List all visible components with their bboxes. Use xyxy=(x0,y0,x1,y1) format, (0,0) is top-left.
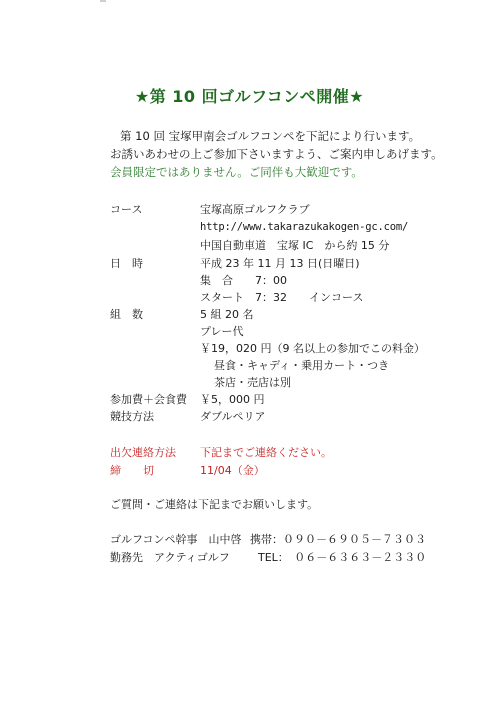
rsvp-method-value: 下記までご連絡ください。 xyxy=(200,446,332,459)
groups-value: 5 組 20 名 xyxy=(200,308,254,321)
intro-paragraph xyxy=(110,127,443,181)
course-url[interactable]: http://www.takarazukakogen-gc.com/ xyxy=(200,221,409,233)
intro-line-2: お誘いあわせの上ご参加下さいますよう、ご案内申しあげます。 xyxy=(110,147,443,161)
play-fee-includes: 昼食・キャディ・乗用カート・つき xyxy=(214,359,390,372)
date-label: 日 時 xyxy=(110,257,143,270)
contact-note: ご質問・ご連絡は下記までお願いします。 xyxy=(110,498,319,511)
organizer-name: ゴルフコンペ幹事 山中啓 xyxy=(110,533,242,546)
entry-fee-value: ￥5，000 円 xyxy=(200,393,265,406)
intro-line-3: 会員限定ではありません。ご同伴も大歓迎です。 xyxy=(110,165,363,179)
rsvp-method-label: 出欠連絡方法 xyxy=(110,446,176,459)
date-value: 平成 23 年 11 月 13 日(日曜日) xyxy=(200,257,360,270)
entry-fee-label: 参加費＋会食費 xyxy=(110,393,187,406)
deadline-label: 締 切 xyxy=(110,464,154,477)
office-tel[interactable]: TEL： ０６－６３６３－２３３０ xyxy=(258,551,427,564)
start-time: スタート 7：32 インコース xyxy=(200,291,364,304)
play-fee-value: ￥19，020 円（9 名以上の参加でこの料金） xyxy=(200,342,425,355)
intro-line-1: 第 10 回 宝塚甲南会ゴルフコンペを下記により行います。 xyxy=(120,129,421,143)
play-fee-excludes: 茶店・売店は別 xyxy=(214,376,291,389)
gather-time: 集 合 7：00 xyxy=(200,274,287,287)
page-title: ★第 10 回ゴルフコンペ開催★ xyxy=(134,87,365,106)
format-value: ダブルペリア xyxy=(200,410,266,423)
course-access: 中国自動車道 宝塚 IC から約 15 分 xyxy=(200,239,390,252)
groups-label: 組 数 xyxy=(110,308,143,321)
play-fee-label: プレー代 xyxy=(200,325,244,338)
scan-mark xyxy=(100,0,106,2)
course-label: コース xyxy=(110,203,143,216)
office-name: 勤務先 アクティゴルフ xyxy=(110,551,230,564)
format-label: 競技方法 xyxy=(110,410,154,423)
mobile-number[interactable]: 携帯：０９０－６９０５－７３０３ xyxy=(250,533,426,546)
deadline-value: 11/04（金） xyxy=(200,464,265,477)
course-name: 宝塚高原ゴルフクラブ xyxy=(200,203,310,216)
